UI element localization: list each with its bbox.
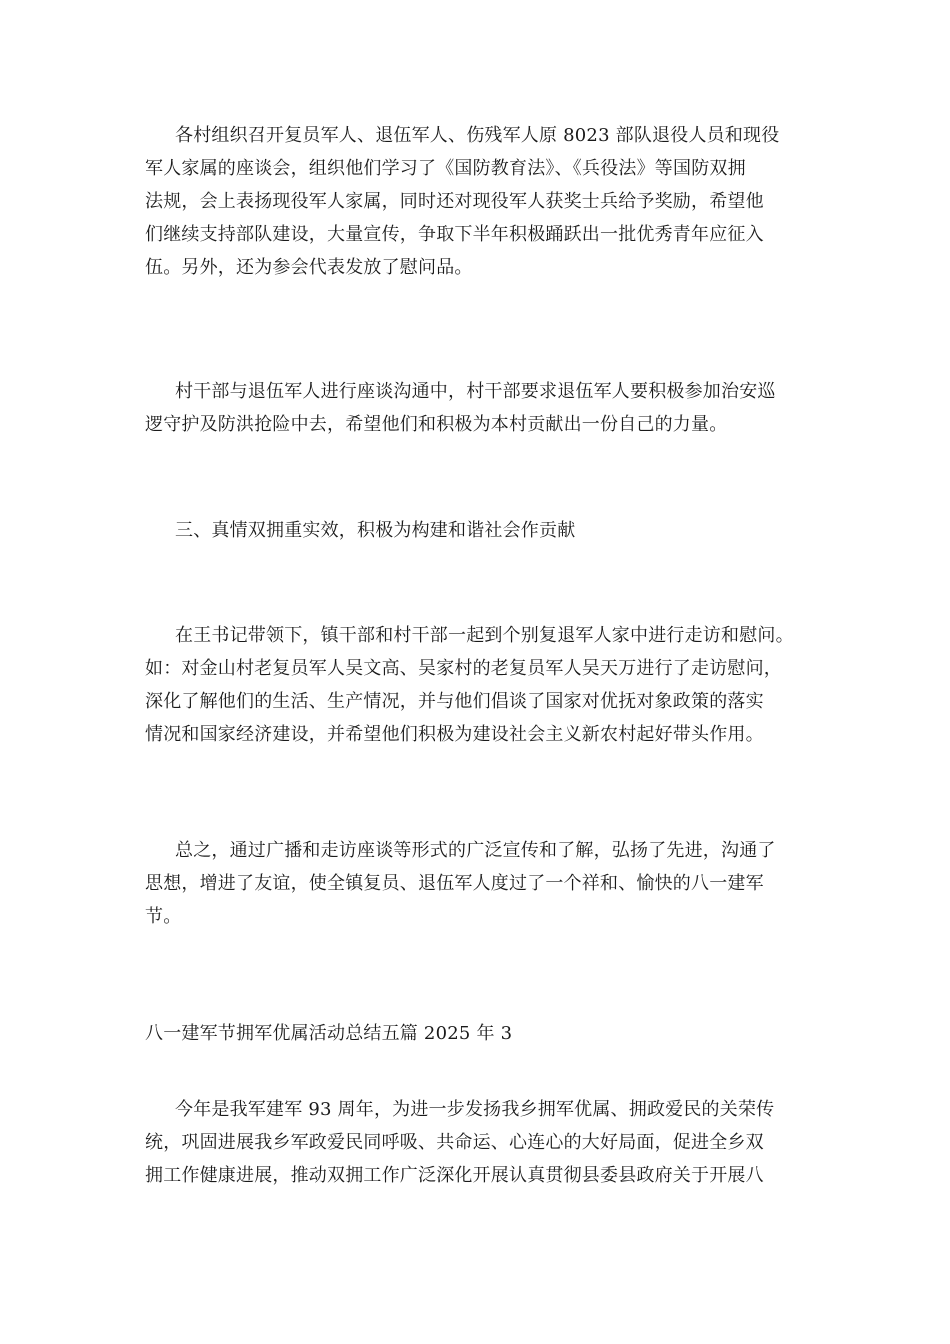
article-title — [145, 1017, 810, 1050]
text-line: 逻守护及防洪抢险中去，希望他们和积极为本村贡献出一份自己的力量。 — [145, 414, 728, 435]
text-line: 情况和国家经济建设，并希望他们积极为建设社会主义新农村起好带头作用。 — [145, 724, 764, 745]
text-line: 节。 — [145, 906, 182, 927]
paragraph-anniversary — [145, 1093, 810, 1192]
text-line: 在王书记带领下，镇干部和村干部一起到个别复退军人家中进行走访和慰问。 — [175, 625, 794, 646]
text-line: 思想，增进了友谊，使全镇复员、退伍军人度过了一个祥和、愉快的八一建军 — [145, 873, 764, 894]
text-line: 如：对金山村老复员军人吴文高、吴家村的老复员军人吴天万进行了走访慰问， — [145, 658, 782, 679]
text-line: 今年是我军建军 93 周年，为进一步发扬我乡拥军优属、拥政爱民的关荣传 — [175, 1099, 775, 1120]
text-line: 法规，会上表扬现役军人家属，同时还对现役军人获奖士兵给予奖励，希望他 — [145, 191, 764, 212]
text-line: 们继续支持部队建设，大量宣传，争取下半年积极踊跃出一批优秀青年应征入 — [145, 224, 764, 245]
text-line: 统，巩固进展我乡军政爱民同呼吸、共命运、心连心的大好局面，促进全乡双 — [145, 1132, 764, 1153]
text-line: 军人家属的座谈会，组织他们学习了《国防教育法》、《兵役法》等国防双拥 — [145, 158, 746, 179]
paragraph-visits — [145, 619, 810, 751]
text-line: 拥工作健康进展，推动双拥工作广泛深化开展认真贯彻县委县政府关于开展八 — [145, 1165, 764, 1186]
paragraph-village-cadres — [145, 375, 810, 441]
document-title: 八一建军节拥军优属活动总结五篇 2025 年 3 — [145, 1023, 513, 1044]
text-line: 各村组织召开复员军人、退伍军人、伤残军人原 8023 部队退役人员和现役 — [175, 125, 780, 146]
paragraph-summary — [145, 834, 810, 933]
text-line: 伍。另外，还为参会代表发放了慰问品。 — [145, 257, 473, 278]
text-line: 深化了解他们的生活、生产情况，并与他们倡谈了国家对优抚对象政策的落实 — [145, 691, 764, 712]
paragraph-veterans-meeting — [145, 119, 810, 284]
section-heading: 三、真情双拥重实效，积极为构建和谐社会作贡献 — [175, 520, 576, 541]
text-line: 总之，通过广播和走访座谈等形式的广泛宣传和了解，弘扬了先进，沟通了 — [175, 840, 776, 861]
section-heading-three — [145, 514, 810, 547]
text-line: 村干部与退伍军人进行座谈沟通中，村干部要求退伍军人要积极参加治安巡 — [175, 381, 776, 402]
